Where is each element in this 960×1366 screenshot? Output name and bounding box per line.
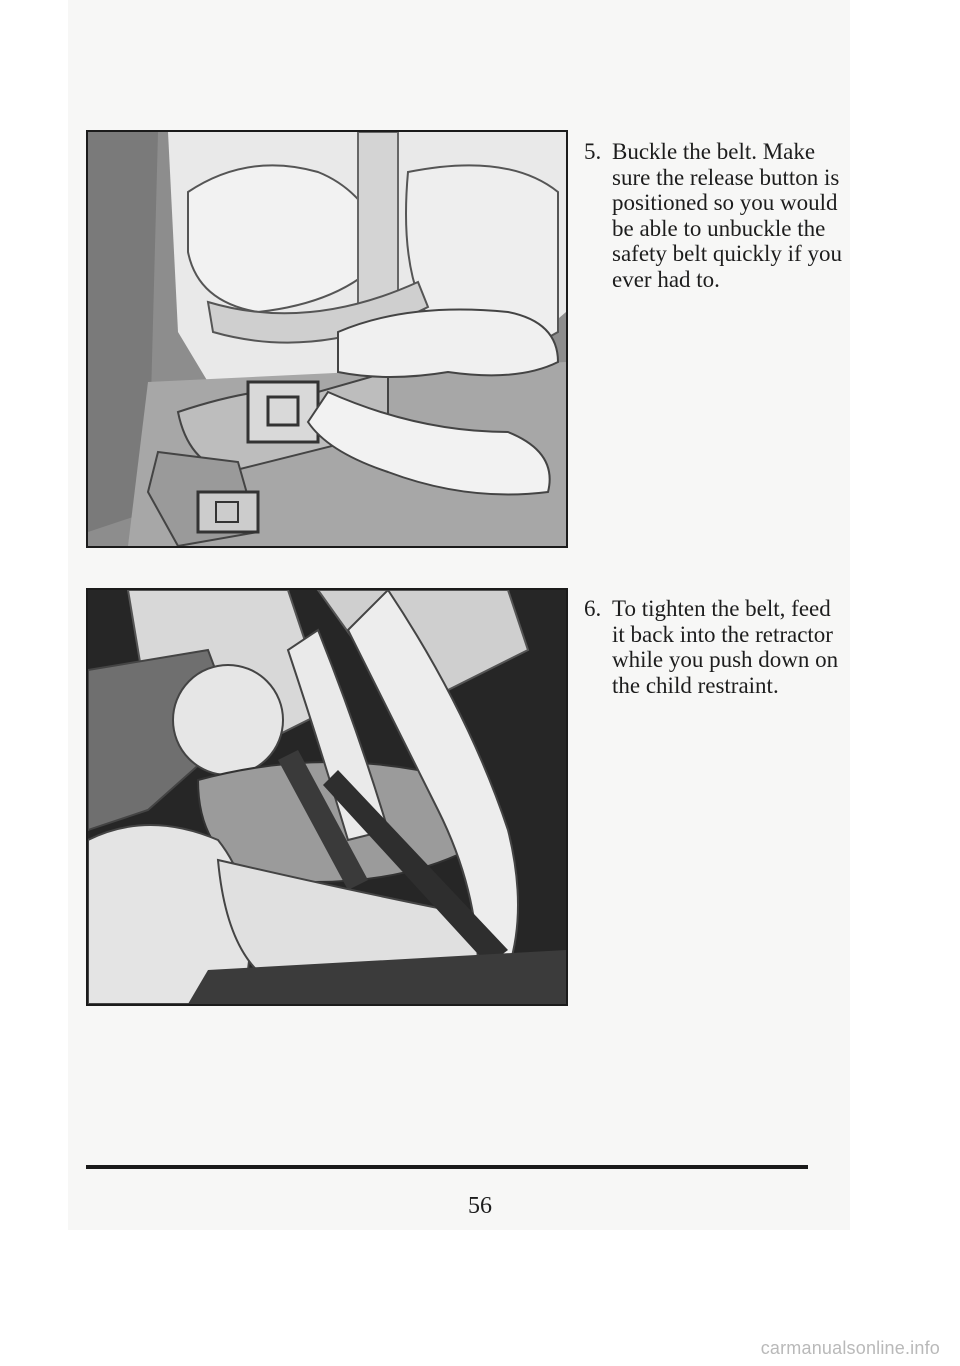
step-number: 6. (584, 596, 602, 621)
page-number: 56 (468, 1193, 492, 1219)
tighten-belt-illustration (86, 588, 568, 1006)
footer-divider (86, 1165, 808, 1169)
step-number: 5. (584, 139, 602, 164)
buckle-belt-drawing (88, 132, 566, 546)
watermark-text: carmanualsonline.info (760, 1338, 940, 1358)
step-text: To tighten the belt, feed it back into the retractor while you push down on the child restraint. (612, 596, 839, 698)
step-6 (584, 596, 844, 698)
step-text: Buckle the belt. Make sure the release button is positioned so you would be able to unbuckle the safety belt quickly if you ever had to. (612, 139, 842, 292)
tighten-belt-drawing (88, 590, 566, 1004)
buckle-belt-illustration (86, 130, 568, 548)
step-5 (584, 139, 844, 292)
